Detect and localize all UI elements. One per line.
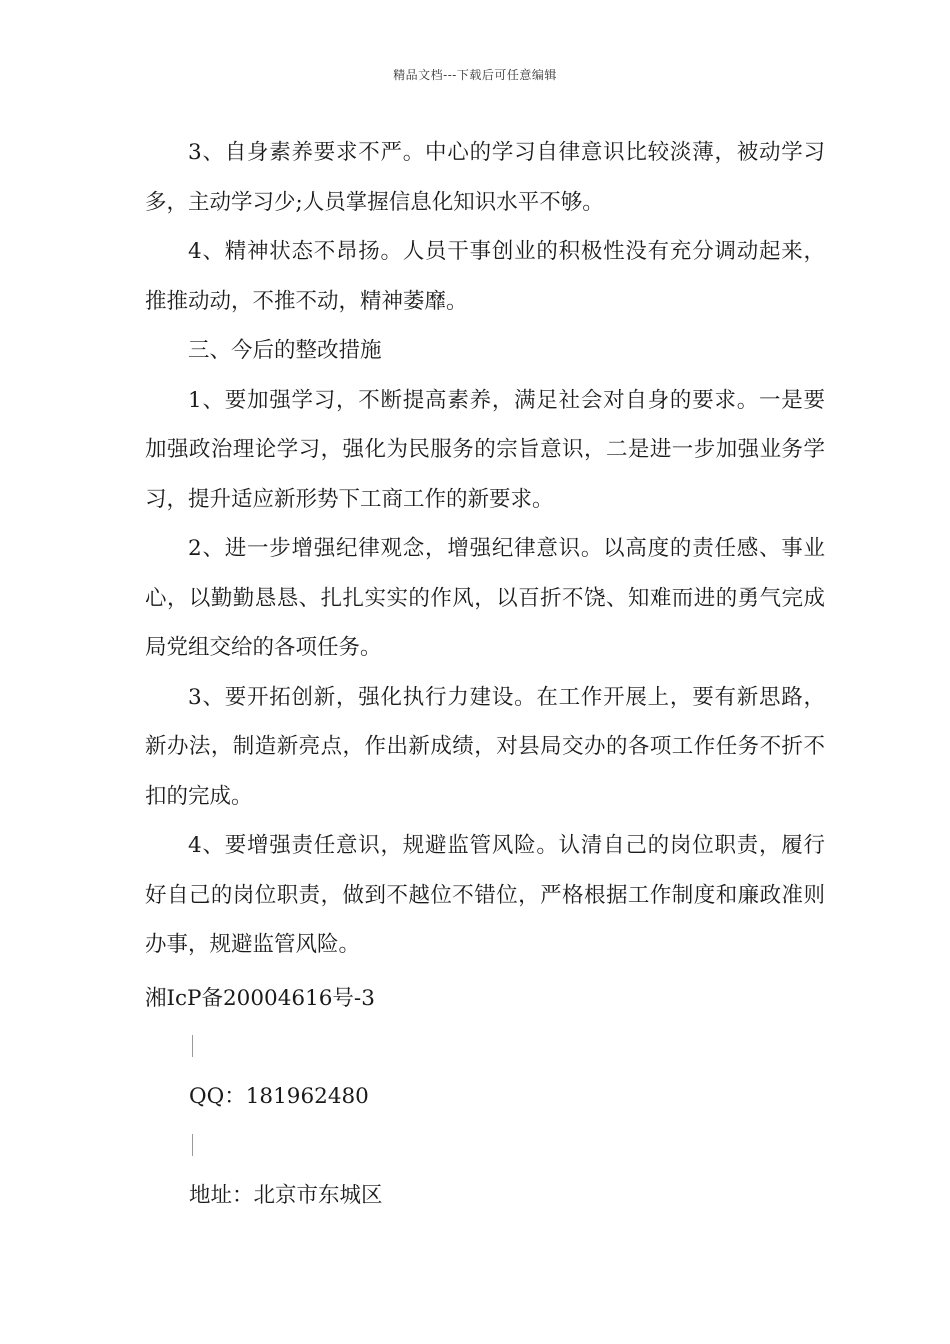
separator-divider: [192, 1134, 193, 1156]
paragraph-self-discipline: 3、自身素养要求不严。中心的学习自律意识比较淡薄，被动学习多，主动学习少;人员掌握信息化知识水平不够。: [145, 140, 825, 215]
address-line: 地址：北京市东城区: [189, 1183, 383, 1208]
section-heading-rectification: 三、今后的整改措施: [188, 338, 382, 363]
icp-record: 湘IcP备20004616号-3: [145, 986, 375, 1011]
page-header: 精品文档---下载后可任意编辑: [393, 68, 557, 82]
separator-divider: [192, 1035, 193, 1057]
paragraph-innovation: 3、要开拓创新，强化执行力建设。在工作开展上，要有新思路，新办法，制造新亮点，作出新成绩，对县局交办的各项工作任务不折不扣的完成。: [145, 684, 825, 809]
paragraph-responsibility: 4、要增强责任意识，规避监管风险。认清自己的岗位职责，履行好自己的岗位职责，做到不越位不错位，严格根据工作制度和廉政准则办事，规避监管风险。: [145, 833, 825, 957]
paragraph-strengthen-learning: 1、要加强学习，不断提高素养，满足社会对自身的要求。一是要加强政治理论学习，强化为民服务的宗旨意识，二是进一步加强业务学习，提升适应新形势下工商工作的新要求。: [145, 387, 825, 512]
paragraph-spirit-state: 4、精神状态不昂扬。人员干事创业的积极性没有充分调动起来，推推动动，不推不动，精神萎靡。: [145, 239, 825, 314]
qq-contact: QQ：181962480: [189, 1084, 369, 1109]
paragraph-discipline: 2、进一步增强纪律观念，增强纪律意识。以高度的责任感、事业心，以勤勤恳恳、扎扎实实的作风，以百折不饶、知难而进的勇气完成局党组交给的各项任务。: [145, 536, 825, 660]
document-body: [145, 128, 825, 970]
